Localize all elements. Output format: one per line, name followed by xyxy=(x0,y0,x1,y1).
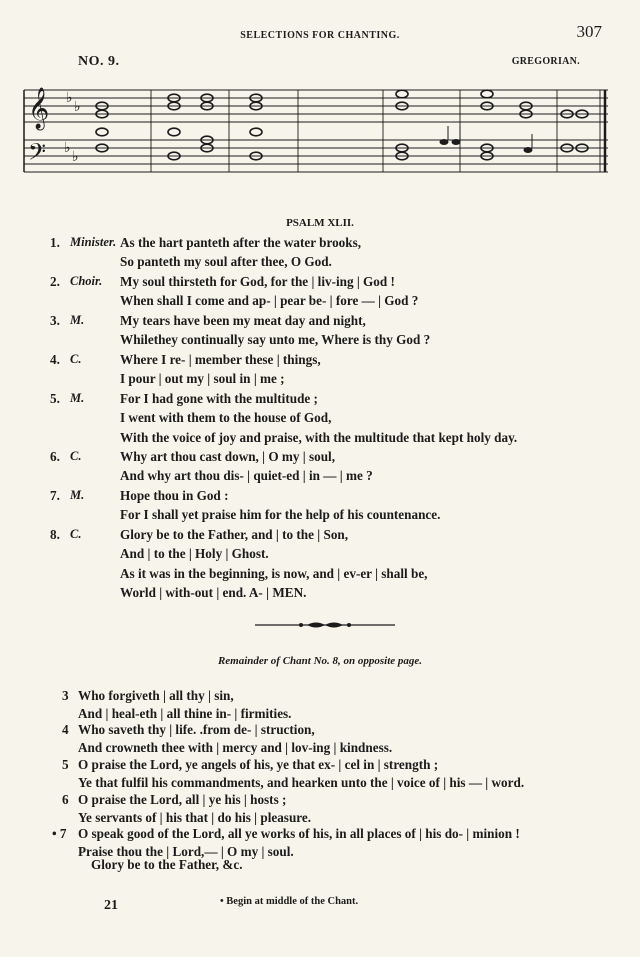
verse-line: For I had gone with the multitude ; xyxy=(120,391,318,406)
verse-line: When shall I come and ap- | pear be- | fore — | God ? xyxy=(120,293,419,309)
remainder-line: Who saveth thy | life. .from de- | struction, xyxy=(78,722,315,737)
verse-number: 8. xyxy=(50,527,60,542)
verse-line: Why art thou cast down, | O my | soul, xyxy=(120,449,335,464)
verse-number: 6. xyxy=(50,449,60,464)
verse-speaker: M. xyxy=(70,313,85,327)
verse-speaker: Minister. xyxy=(70,235,117,249)
verse-5 xyxy=(50,389,610,447)
remainder-line: Ye servants of | his that | do his | pleasure. xyxy=(78,809,312,825)
svg-text:𝄞: 𝄞 xyxy=(28,88,50,129)
verse-line: I went with them to the house of God, xyxy=(120,410,332,426)
verse-line: And | to the | Holy | Ghost. xyxy=(120,546,269,562)
verse-line: My tears have been my meat day and night, xyxy=(120,313,366,328)
verse-number: 3. xyxy=(50,313,60,328)
footnote: • Begin at middle of the Chant. xyxy=(220,896,359,907)
verse-number: 5. xyxy=(50,391,60,406)
svg-text:𝄢: 𝄢 xyxy=(28,138,47,171)
verse-number: 2. xyxy=(50,274,60,289)
verse-speaker: C. xyxy=(70,449,82,463)
verse-line: As it was in the beginning, is now, and | ev-er | shall be, xyxy=(120,565,428,581)
verse-speaker: Choir. xyxy=(70,274,103,288)
remainder-line: O praise the Lord, ye angels of his, ye that ex- | cel in | strength ; xyxy=(78,757,439,772)
chant-style: GREGORIAN. xyxy=(511,56,580,67)
chant-number: NO. 9. xyxy=(78,54,120,69)
verse-line: World | with-out | end. A- | MEN. xyxy=(120,584,307,600)
remainder-line: O speak good of the Lord, all ye works of his, in all places of | his do- | minion ! xyxy=(78,826,520,841)
verse-3 xyxy=(50,311,610,350)
verse-line: Hope thou in God : xyxy=(120,488,229,503)
verse-line: Whilethey continually say unto me, Where is thy God ? xyxy=(120,332,431,348)
svg-text:♭: ♭ xyxy=(66,90,73,106)
ornamental-divider xyxy=(255,619,395,631)
verse-line: As the hart panteth after the water brooks, xyxy=(120,235,362,250)
remainder-verse-6 xyxy=(62,791,622,826)
remainder-number: • 7 xyxy=(52,826,67,841)
psalm-title: PSALM XLII. xyxy=(286,217,354,229)
verse-number: 1. xyxy=(50,235,60,250)
svg-text:♭: ♭ xyxy=(72,149,79,165)
verse-line: I pour | out my | soul in | me ; xyxy=(120,371,285,387)
verse-number: 4. xyxy=(50,352,60,367)
verse-6 xyxy=(50,447,610,486)
remainder-number: 5 xyxy=(62,757,69,772)
verse-8 xyxy=(50,525,610,602)
verse-2 xyxy=(50,272,610,311)
verse-line: Glory be to the Father, and | to the | Son, xyxy=(120,527,349,542)
remainder-verse-7 xyxy=(52,825,612,860)
remainder-line: And | heal-eth | all thine in- | firmities. xyxy=(78,705,292,721)
verse-1 xyxy=(50,233,610,272)
remainder-line: O praise the Lord, all | ye his | hosts ; xyxy=(78,792,287,807)
music-score xyxy=(22,78,610,190)
remainder-line: Praise thou the | Lord,— | O my | soul. xyxy=(78,843,294,859)
verse-7 xyxy=(50,486,610,525)
verse-line: My soul thirsteth for God, for the | liv-ing | God ! xyxy=(120,274,395,289)
svg-text:♭: ♭ xyxy=(64,140,71,156)
remainder-number: 4 xyxy=(62,722,69,737)
gloria-line: Glory be to the Father, &c. xyxy=(91,857,243,872)
verse-line: And why art thou dis- | quiet-ed | in — | me ? xyxy=(120,468,373,484)
verse-speaker: C. xyxy=(70,352,82,366)
verse-line: Where I re- | member these | things, xyxy=(120,352,321,367)
remainder-line: Ye that fulfil his commandments, and hearken unto the | voice of | his — | word. xyxy=(78,774,525,790)
remainder-title: Remainder of Chant No. 8, on opposite page. xyxy=(217,655,423,667)
verse-line: For I shall yet praise him for the help of his countenance. xyxy=(120,507,441,523)
remainder-line: Who forgiveth | all thy | sin, xyxy=(78,688,234,703)
verse-speaker: M. xyxy=(70,391,85,405)
remainder-line: And crowneth thee with | mercy and | lov-ing | kindness. xyxy=(78,739,393,755)
verse-line: So panteth my soul after thee, O God. xyxy=(120,254,332,270)
signature-mark: 21 xyxy=(104,898,118,913)
verse-number: 7. xyxy=(50,488,60,503)
verse-line: With the voice of joy and praise, with the multitude that kept holy day. xyxy=(120,429,518,445)
page-number: 307 xyxy=(576,22,602,41)
remainder-number: 3 xyxy=(62,688,69,703)
verse-4 xyxy=(50,350,610,389)
verse-speaker: M. xyxy=(70,488,85,502)
remainder-verse-3 xyxy=(62,687,622,722)
verse-speaker: C. xyxy=(70,527,82,541)
running-title: SELECTIONS FOR CHANTING. xyxy=(240,30,400,41)
svg-text:♭: ♭ xyxy=(74,99,81,115)
remainder-number: 6 xyxy=(62,792,69,807)
remainder-verse-5 xyxy=(62,756,622,791)
remainder-verse-4 xyxy=(62,721,622,756)
